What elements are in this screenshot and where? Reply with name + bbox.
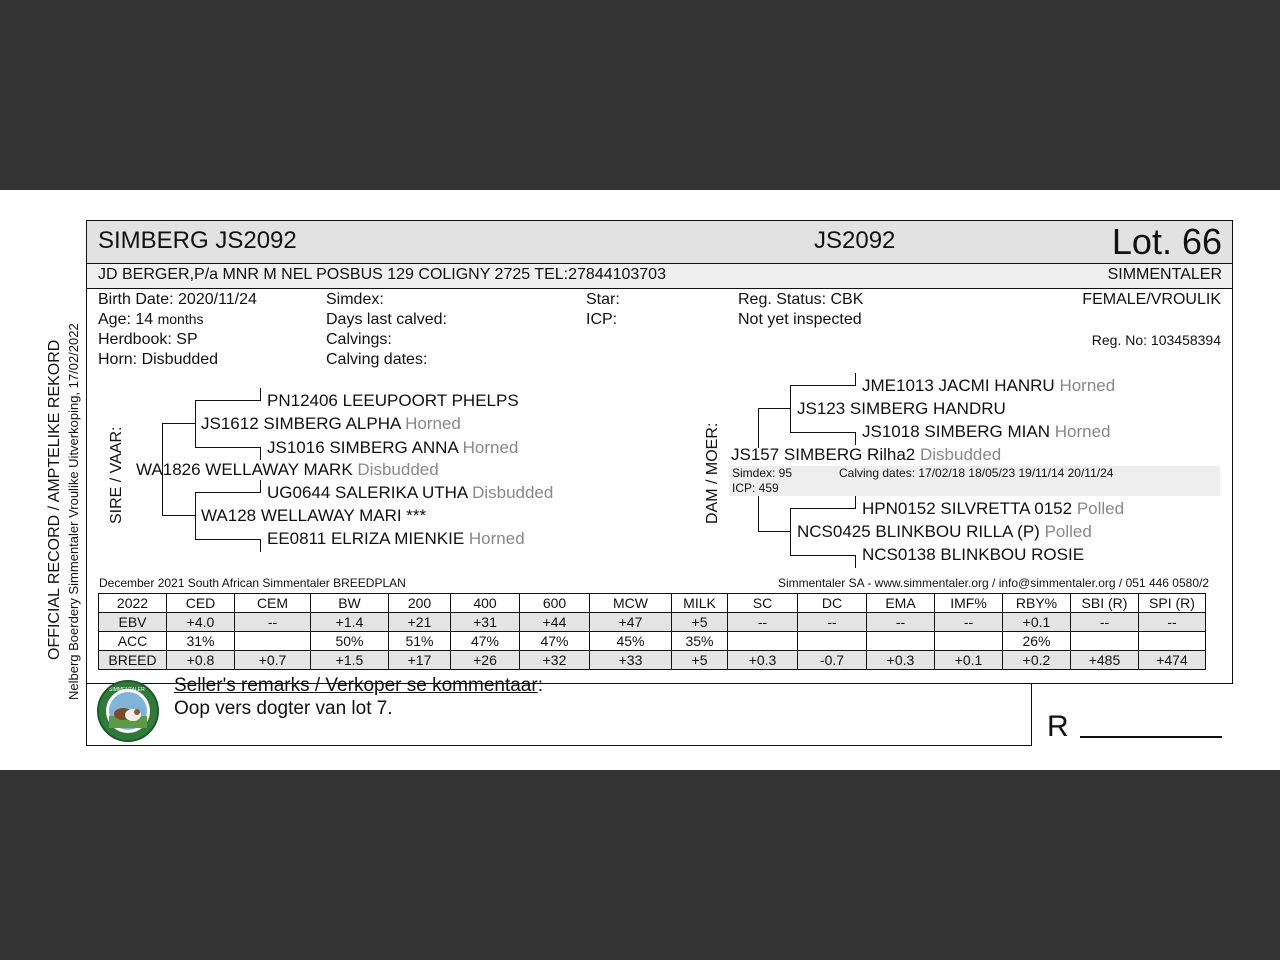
breed-cell: +26	[451, 651, 520, 670]
inspection-status: Not yet inspected	[738, 311, 862, 328]
ebv-cell: --	[1071, 613, 1139, 632]
pedigree-line	[195, 492, 261, 493]
pedigree-name: HPN0152 SILVRETTA 0152	[862, 499, 1073, 518]
pedigree-horn: Disbudded	[919, 445, 1002, 464]
pedigree-horn: Polled	[1044, 522, 1092, 541]
age-value: Age: 14	[98, 311, 154, 328]
age-unit: months	[157, 311, 204, 327]
breed-cell: +17	[389, 651, 451, 670]
pedigree-line	[195, 539, 261, 540]
pedigree-line	[855, 496, 856, 509]
pedigree-sire-sire	[201, 414, 461, 434]
pedigree-horn: Horned	[462, 438, 519, 457]
sex: FEMALE/VROULIK	[1082, 291, 1221, 308]
acc-cell: ACC	[99, 632, 167, 651]
pedigree-line	[260, 388, 261, 401]
ebv-col-header: IMF%	[935, 594, 1003, 613]
pedigree-horn: Disbudded	[472, 483, 554, 502]
dam-label: DAM / MOER:	[704, 422, 721, 524]
pedigree-dam-sire-sire	[862, 376, 1115, 396]
pedigree-line	[162, 515, 196, 516]
breedplan-contact: Simmentaler SA - www.simmentaler.org / info@simmentaler.org / 051 446 0580/2	[777, 576, 1209, 590]
ebv-cell: +21	[389, 613, 451, 632]
acc-cell: 45%	[590, 632, 672, 651]
acc-cell: 47%	[520, 632, 590, 651]
acc-cell: 35%	[672, 632, 728, 651]
acc-cell	[935, 632, 1003, 651]
icp: ICP:	[586, 311, 618, 328]
breed-cell: +1.5	[311, 651, 389, 670]
ebv-col-header: 2022	[99, 594, 167, 613]
pedigree-line	[758, 531, 791, 532]
pedigree-name: WA128 WELLAWAY MARI ***	[201, 506, 427, 525]
ebv-table	[98, 593, 1206, 670]
star: Star:	[586, 291, 620, 308]
ebv-col-header: RBY%	[1003, 594, 1071, 613]
birth-date: Birth Date: 2020/11/24	[98, 291, 257, 308]
breed-cell: +0.2	[1003, 651, 1071, 670]
ebv-cell: +0.1	[1003, 613, 1071, 632]
pedigree-name: JS1016 SIMBERG ANNA	[267, 438, 458, 457]
r-signature-line[interactable]	[1080, 736, 1222, 738]
ebv-col-header: DC	[798, 594, 867, 613]
ebv-col-header: SC	[728, 594, 798, 613]
ebv-col-header: MCW	[590, 594, 672, 613]
dam-calving-dates: Calving dates: 17/02/18 18/05/23 19/11/14 20/11/24	[839, 466, 1114, 480]
breed-cell: +33	[590, 651, 672, 670]
ebv-col-header: EMA	[867, 594, 935, 613]
pedigree-line	[195, 400, 261, 401]
pedigree-line	[790, 385, 856, 386]
pedigree-line	[195, 400, 196, 447]
breed-row	[99, 651, 1206, 670]
lot-number: Lot. 66	[1111, 221, 1222, 262]
ebv-col-header: BW	[311, 594, 389, 613]
pedigree-line	[162, 423, 196, 424]
dam-icp: ICP: 459	[732, 481, 779, 495]
acc-cell: 31%	[167, 632, 235, 651]
sale-label: Nelberg Boerdery Simmentaler Vroulike Uitverkoping, 17/02/2022	[66, 323, 81, 700]
ebv-header-row	[99, 594, 1206, 613]
breed-cell: BREED	[99, 651, 167, 670]
ebv-col-header: 200	[389, 594, 451, 613]
ebv-col-header: SBI (R)	[1071, 594, 1139, 613]
breed-cell: +32	[520, 651, 590, 670]
pedigree-line	[855, 373, 856, 386]
pedigree-line	[790, 432, 856, 433]
breed-cell: +474	[1139, 651, 1206, 670]
pedigree-horn: Polled	[1076, 499, 1125, 518]
pedigree-horn: Horned	[468, 529, 525, 548]
acc-cell: 50%	[311, 632, 389, 651]
ebv-col-header: CEM	[235, 594, 311, 613]
pedigree-sire-dam	[201, 506, 426, 526]
acc-cell	[235, 632, 311, 651]
pedigree-horn: Horned	[405, 414, 461, 433]
pedigree-line	[790, 508, 791, 555]
acc-cell	[728, 632, 798, 651]
ebv-cell: --	[728, 613, 798, 632]
pedigree-line	[758, 494, 759, 531]
breed-cell: +0.3	[728, 651, 798, 670]
pedigree-sire-dam-dam	[267, 529, 525, 549]
pedigree-line	[758, 408, 759, 448]
pedigree-name: JS157 SIMBERG Rilha2	[731, 445, 916, 464]
pedigree-name: JME1013 JACMI HANRU	[862, 376, 1055, 395]
acc-cell: 51%	[389, 632, 451, 651]
pedigree-sire-sire-dam	[267, 438, 518, 458]
ebv-col-header: 400	[451, 594, 520, 613]
pedigree-name: NCS0138 BLINKBOU ROSIE	[862, 545, 1085, 564]
pedigree-sire-dam-sire	[267, 483, 553, 503]
ebv-cell: +1.4	[311, 613, 389, 632]
pedigree-line	[790, 508, 856, 509]
pedigree-horn: Horned	[1059, 376, 1116, 395]
pedigree-dam	[731, 445, 1001, 465]
breed-cell: +0.3	[867, 651, 935, 670]
acc-row	[99, 632, 1206, 651]
pedigree-line	[260, 480, 261, 493]
breedplan-source: December 2021 South African Simmentaler BREEDPLAN	[99, 576, 406, 590]
pedigree-horn: Disbudded	[357, 460, 439, 479]
days-last-calved: Days last calved:	[326, 311, 447, 328]
pedigree-line	[260, 539, 261, 552]
acc-cell	[1139, 632, 1206, 651]
ebv-cell: EBV	[99, 613, 167, 632]
ebv-col-header: SPI (R)	[1139, 594, 1206, 613]
pedigree-name: PN12406 LEEUPOORT PHELPS	[267, 391, 519, 410]
acc-cell	[798, 632, 867, 651]
pedigree-name: UG0644 SALERIKA UTHA	[267, 483, 468, 502]
pedigree-line	[790, 555, 856, 556]
pedigree-line	[855, 432, 856, 445]
pedigree-horn: Horned	[1054, 422, 1111, 441]
sire-label: SIRE / VAAR:	[108, 426, 125, 524]
pedigree-line	[195, 492, 196, 539]
ebv-cell: +31	[451, 613, 520, 632]
pedigree-dam-dam-dam	[862, 545, 1084, 565]
pedigree-line	[195, 447, 261, 448]
ebv-col-header: MILK	[672, 594, 728, 613]
logo-text: SIMMENTALER	[109, 687, 145, 693]
breed-cell: -0.7	[798, 651, 867, 670]
dam-simdex: Simdex: 95	[732, 466, 793, 480]
animal-name: SIMBERG JS2092	[98, 227, 297, 254]
remarks-heading	[174, 675, 543, 697]
breed-cell: +485	[1071, 651, 1139, 670]
simdex: Simdex:	[326, 291, 384, 308]
pedigree-line	[260, 447, 261, 460]
pedigree-dam-dam-sire	[862, 499, 1124, 519]
pedigree-name: JS123 SIMBERG HANDRU	[797, 399, 1006, 418]
remarks-label-colon: :	[537, 675, 543, 696]
pedigree-line	[855, 555, 856, 568]
ebv-cell: --	[235, 613, 311, 632]
ebv-row	[99, 613, 1206, 632]
pedigree-name: NCS0425 BLINKBOU RILLA (P)	[797, 522, 1040, 541]
ebv-cell: --	[935, 613, 1003, 632]
acc-cell	[1071, 632, 1139, 651]
calvings: Calvings:	[326, 331, 392, 348]
catalogue-card	[0, 190, 1280, 770]
calving-dates: Calving dates:	[326, 351, 428, 368]
acc-cell	[867, 632, 935, 651]
ebv-cell: +44	[520, 613, 590, 632]
acc-cell: 26%	[1003, 632, 1071, 651]
ebv-cell: --	[1139, 613, 1206, 632]
reg-number: Reg. No: 103458394	[1091, 332, 1221, 348]
reg-status: Reg. Status: CBK	[738, 291, 864, 308]
owner-address: JD BERGER,P/a MNR M NEL POSBUS 129 COLIGNY 2725 TEL:27844103703	[98, 266, 666, 283]
breed-label: SIMMENTALER	[1107, 266, 1222, 283]
animal-id: JS2092	[814, 227, 896, 254]
breed-cell: +0.8	[167, 651, 235, 670]
pedigree-sire-sire-sire	[267, 391, 519, 411]
pedigree-name: WA1826 WELLAWAY MARK	[136, 460, 353, 479]
breed-cell: +5	[672, 651, 728, 670]
r-label: R	[1047, 710, 1069, 743]
breed-cell: +0.7	[235, 651, 311, 670]
pedigree-name: JS1018 SIMBERG MIAN	[862, 422, 1051, 441]
pedigree-dam-dam	[797, 522, 1092, 542]
herdbook: Herdbook: SP	[98, 331, 198, 348]
ebv-cell: --	[867, 613, 935, 632]
remarks-label: Seller's remarks / Verkoper se kommentaar	[174, 675, 538, 696]
pedigree-sire	[136, 460, 439, 480]
breed-cell: +0.1	[935, 651, 1003, 670]
ebv-col-header: CED	[167, 594, 235, 613]
horn-status: Horn: Disbudded	[98, 351, 219, 368]
official-record-label: OFFICIAL RECORD / AMPTELIKE REKORD	[46, 339, 63, 660]
pedigree-line	[790, 385, 791, 432]
pedigree-dam-sire-dam	[862, 422, 1111, 442]
acc-cell: 47%	[451, 632, 520, 651]
ebv-cell: +5	[672, 613, 728, 632]
ebv-cell: +4.0	[167, 613, 235, 632]
pedigree-name: JS1612 SIMBERG ALPHA	[201, 414, 401, 433]
ebv-cell: +47	[590, 613, 672, 632]
simmentaler-logo-icon	[97, 680, 159, 742]
remarks-text: Oop vers dogter van lot 7.	[174, 698, 393, 719]
pedigree-line	[758, 408, 791, 409]
ebv-col-header: 600	[520, 594, 590, 613]
ebv-cell: --	[798, 613, 867, 632]
age	[98, 311, 204, 329]
pedigree-dam-sire	[797, 399, 1006, 419]
pedigree-name: EE0811 ELRIZA MIENKIE	[267, 529, 465, 548]
